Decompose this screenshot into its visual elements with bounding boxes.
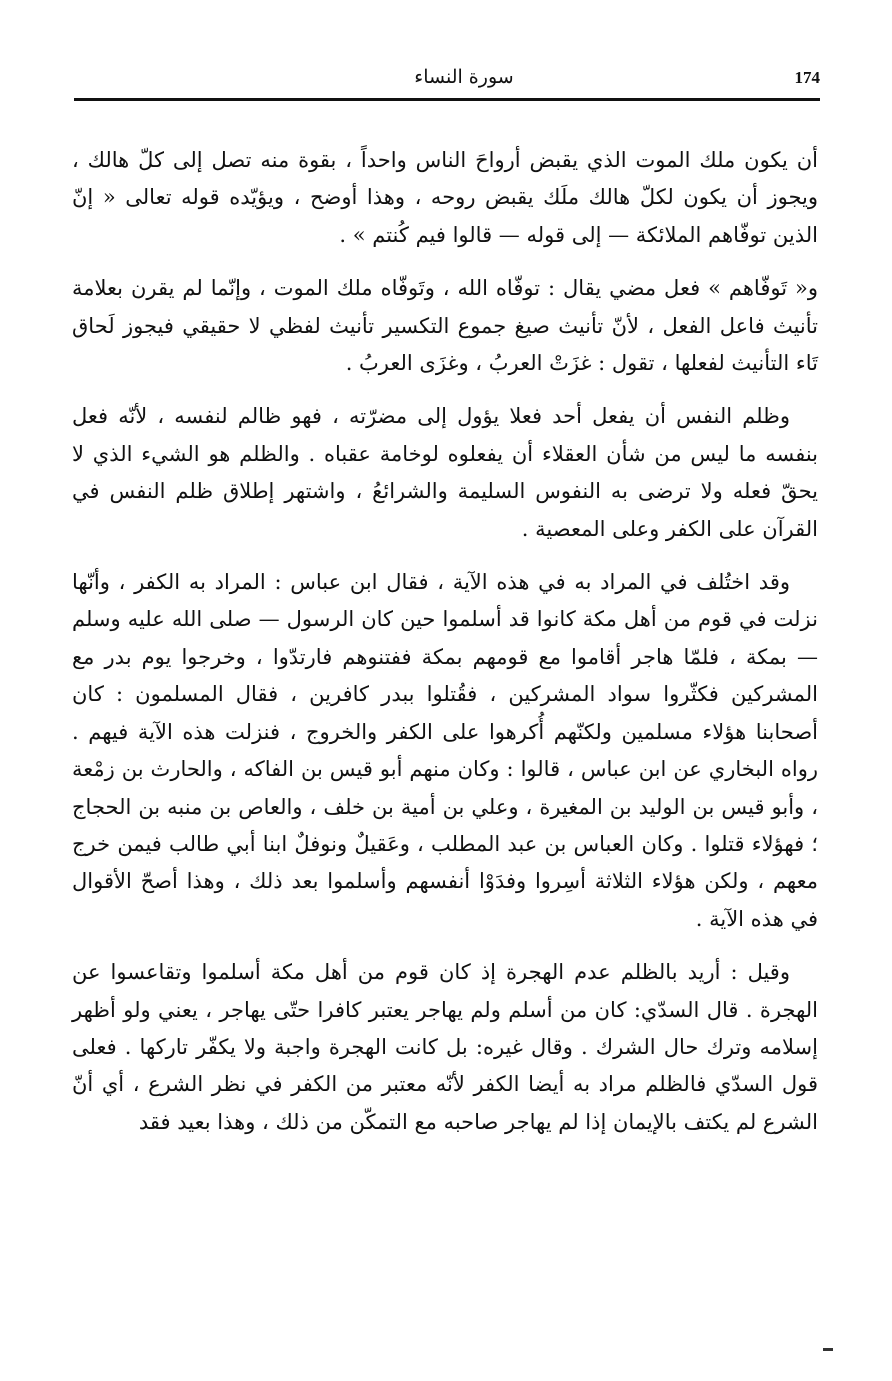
running-title: سورة النساء <box>414 66 514 88</box>
page-number: 174 <box>794 68 820 87</box>
paragraph-2: و« تَوفّاهم » فعل مضي يقال : توفّاه الله ، وتَوفّاه ملك الموت ، وإنّما لم يقرن بعلامة تأنيث فاعل الفعل ، لأنّ تأنيث صيغ جموع التكسير تأنيث لفظي لا حقيقي فيجوز لَحاق تَاء التأنيث لفعلها ، تقول : غزَتْ العربُ ، وغزَى العربُ . <box>72 276 818 376</box>
paragraph-5: وقيل : أريد بالظلم عدم الهجرة إذ كان قوم من أهل مكة أسلموا وتقاعسوا عن الهجرة . قال السدّي: كان من أسلم ولم يهاجر يعتبر كافرا حتّى يهاجر ، يعني ولو أظهر إسلامه وترك حال الشرك . وقال غيره: بل كانت الهجرة واجبة ولا يكفّر تاركها . فعلى قول السدّي فالظلم مراد به أيضا الكفر لأنّه معتبر من الكفر في نظر الشرع ، أي أنّ الشرع لم يكتف بالإيمان إذا لم يهاجر صاحبه مع التمكّن من ذلك ، وهذا بعيد فقد <box>72 960 818 1134</box>
paragraph-1: أن يكون ملك الموت الذي يقبض أرواحَ الناس واحداً ، بقوة منه تصل إلى كلّ هالك ، ويجوز أن يكون لكلّ هالك ملَك يقبض روحه ، وهذا أوضح ، ويؤيّده قوله تعالى « إنّ الذين توفّاهم الملائكة — إلى قوله — قالوا فيم كُنتم » . <box>72 148 818 247</box>
corner-mark <box>823 1348 833 1351</box>
page-header <box>74 64 820 96</box>
paragraph-3: وظلم النفس أن يفعل أحد فعلا يؤول إلى مضرّته ، فهو ظالم لنفسه ، لأنّه فعل بنفسه ما ليس من شأن العقلاء أن يفعلوه لوخامة عقباه . والظلم هو الشيء الذي لا يحقّ فعله ولا ترضى به النفوس السليمة والشرائعُ ، واشتهر إطلاق ظلم النفس في القرآن على الكفر وعلى المعصية . <box>72 404 818 541</box>
header-rule <box>74 98 820 101</box>
body-text <box>72 142 818 1157</box>
paragraph-4: وقد اختُلف في المراد به في هذه الآية ، فقال ابن عباس : المراد به الكفر ، وأنّها نزلت في قوم من أهل مكة كانوا قد أسلموا حين كان الرسول — صلى الله عليه وسلم — بمكة ، فلمّا هاجر أقاموا مع قومهم بمكة ففتنوهم فارتدّوا ، وخرجوا يوم بدر مع المشركين فكثّروا سواد المشركين ، فقُتلوا ببدر كافرين ، فقال المسلمون : كان أصحابنا هؤلاء مسلمين ولكنّهم أُكرهوا على الكفر والخروج ، فنزلت هذه الآية فيهم . رواه البخاري عن ابن عباس ، قالوا : وكان منهم أبو قيس بن الفاكه ، والحارث بن زمْعة ، وأبو قيس بن الوليد بن المغيرة ، وعلي بن أمية بن خلف ، والعاص بن منبه بن الحجاج ؛ فهؤلاء قتلوا . وكان العباس بن عبد المطلب ، وعَقيلٌ ونوفلٌ ابنا أبي طالب فيمن خرج معهم ، ولكن هؤلاء الثلاثة أسِروا وفدَوْا أنفسهم وأسلموا بعد ذلك ، وهذا أصحّ الأقوال في هذه الآية . <box>72 570 818 931</box>
